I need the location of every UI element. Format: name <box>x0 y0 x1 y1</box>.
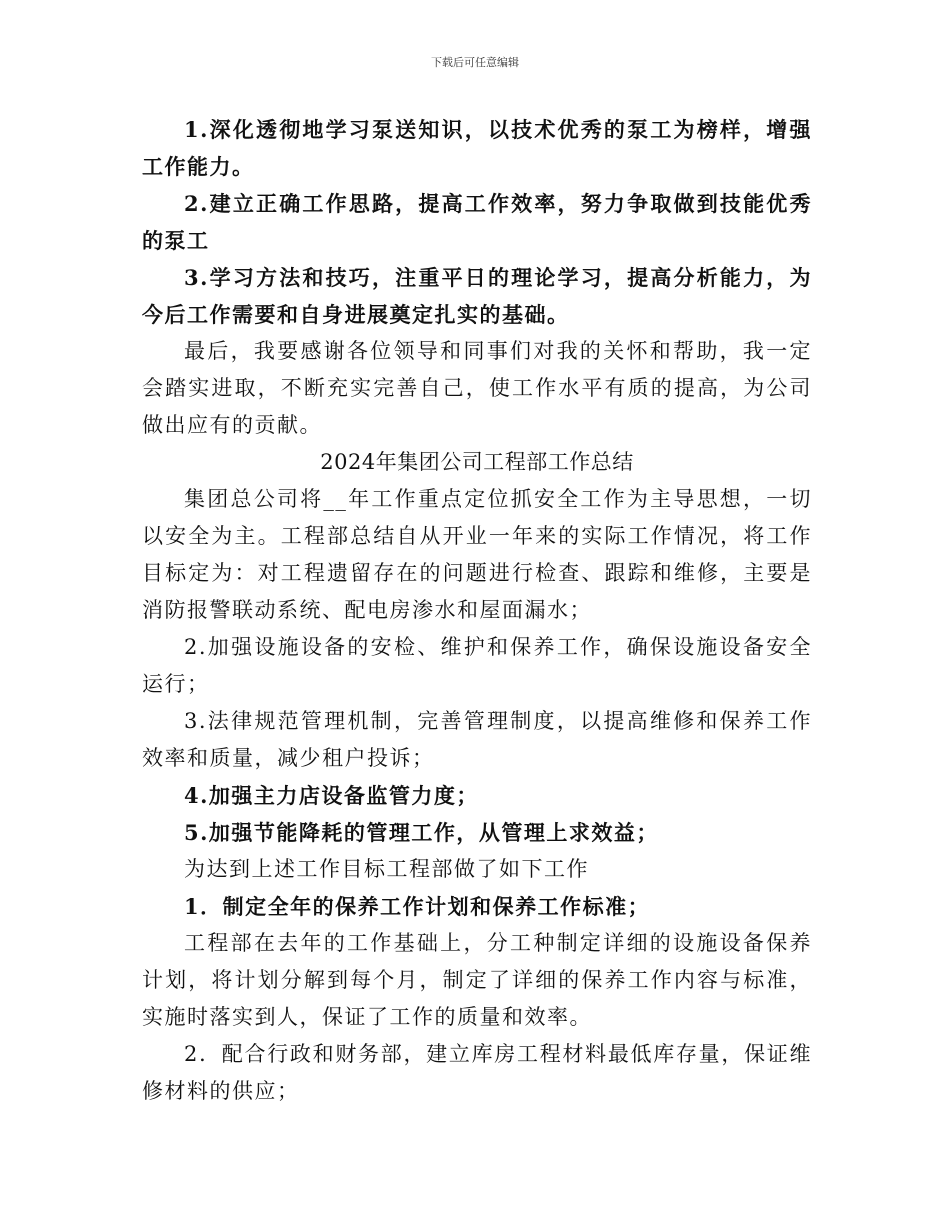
document-body <box>142 111 812 1110</box>
section-title: 2024年集团公司工程部工作总结 <box>320 450 634 474</box>
paragraph-1: 1.深化透彻地学习泵送知识，以技术优秀的泵工为榜样，增强工作能力。 <box>142 117 812 179</box>
paragraph-2: 2.建立正确工作思路，提高工作效率，努力争取做到技能优秀的泵工 <box>142 191 812 253</box>
section-paragraph-7: 1．制定全年的保养工作计划和保养工作标准； <box>184 894 651 919</box>
paragraph-3: 3.学习方法和技巧，注重平日的理论学习，提高分析能力，为今后工作需要和自身进展奠定扎实的基础。 <box>142 265 812 327</box>
section-paragraph-9: 2．配合行政和财务部，建立库房工程材料最低库存量，保证维修材料的供应； <box>142 1042 812 1103</box>
section-paragraph-2: 2.加强设施设备的安检、维护和保养工作，确保设施设备安全运行； <box>142 635 812 696</box>
section-paragraph-4: 4.加强主力店设备监管力度； <box>184 783 479 808</box>
section-paragraph-8: 工程部在去年的工作基础上，分工种制定详细的设施设备保养计划，将计划分解到每个月，制定了详细的保养工作内容与标准，实施时落实到人，保证了工作的质量和效率。 <box>142 931 812 1029</box>
section-paragraph-6: 为达到上述工作目标工程部做了如下工作 <box>184 857 589 881</box>
section-paragraph-1: 集团总公司将__年工作重点定位抓安全工作为主导思想，一切以安全为主。工程部总结自从开业一年来的实际工作情况，将工作目标定为：对工程遗留存在的问题进行检查、跟踪和维修，主要是消防报警联动系统、配电房渗水和屋面漏水； <box>142 487 812 622</box>
page-header: 下载后可任意编辑 <box>431 56 519 69</box>
paragraph-4: 最后，我要感谢各位领导和同事们对我的关怀和帮助，我一定会踏实进取，不断充实完善自己，使工作水平有质的提高，为公司做出应有的贡献。 <box>142 339 812 437</box>
section-paragraph-5: 5.加强节能降耗的管理工作，从管理上求效益； <box>184 820 659 845</box>
section-paragraph-3: 3.法律规范管理机制，完善管理制度，以提高维修和保养工作效率和质量，减少租户投诉； <box>142 709 812 770</box>
